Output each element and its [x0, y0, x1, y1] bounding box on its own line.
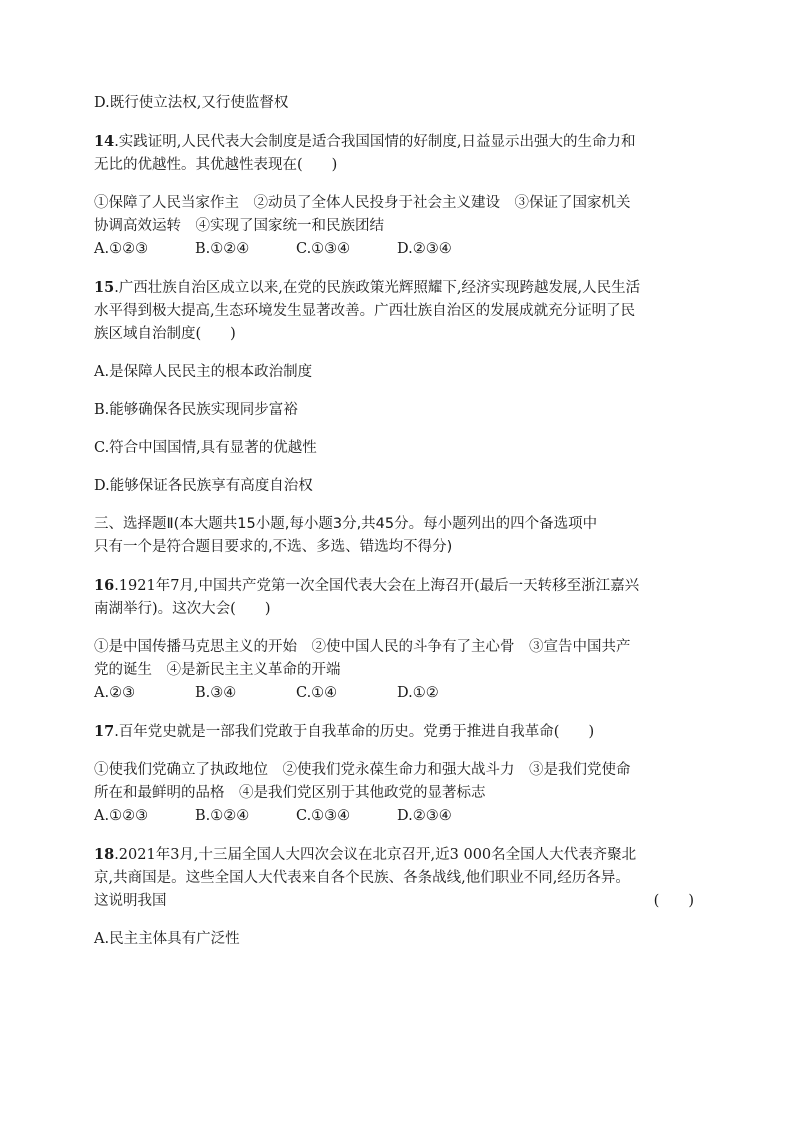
question-14 [94, 130, 700, 177]
q16-stem-line-1: .1921年7月,中国共产党第一次全国代表大会在上海召开(最后一天转移至浙江嘉兴 [114, 578, 640, 594]
q16-items [94, 636, 700, 682]
question-18 [94, 843, 700, 913]
q17-items-text [94, 759, 700, 805]
question-17 [94, 720, 700, 744]
q18-stem-line-2: 京,共商国是。这些全国人大代表来自各个民族、各条战线,他们职业不同,经历各异。 [94, 870, 630, 886]
q17-options [94, 805, 700, 828]
q16-option-b: B.③④ [195, 685, 237, 701]
q16-items-line-2: 党的诞生 ④是新民主主义革命的开端 [94, 662, 341, 678]
section-3-line-2: 只有一个是符合题目要求的,不选、多选、错选均不得分) [94, 539, 453, 555]
q15-stem-line-2: 水平得到极大提高,生态环境发生显著改善。广西壮族自治区的发展成就充分证明了民 [94, 303, 636, 319]
q17-option-b: B.①②④ [195, 808, 250, 824]
q18-stem-line-3: 这说明我国 [94, 893, 167, 909]
q15-option-d: D.能够保证各民族享有高度自治权 [94, 478, 313, 494]
q14-items-text [94, 192, 700, 238]
q17-stem [94, 720, 700, 744]
q14-option-c: C.①③④ [296, 241, 351, 257]
question-16 [94, 574, 700, 621]
q15-number: 15 [94, 279, 115, 296]
q13-option-d: D.既行使立法权,又行使监督权 [94, 95, 289, 111]
question-15 [94, 276, 700, 346]
q16-stem-line-2: 南湖举行)。这次大会( ) [94, 601, 271, 617]
q17-items-line-2: 所在和最鲜明的品格 ④是我们党区别于其他政党的显著标志 [94, 785, 486, 801]
q16-option-c: C.①④ [296, 685, 338, 701]
q17-number: 17 [94, 723, 115, 740]
q18-number: 18 [94, 846, 115, 863]
q15-stem-line-1: .广西壮族自治区成立以来,在党的民族政策光辉照耀下,经济实现跨越发展,人民生活 [114, 280, 641, 296]
q17-stem-line-1: .百年党史就是一部我们党敢于自我革命的历史。党勇于推进自我革命( ) [114, 724, 595, 740]
q17-option-c: C.①③④ [296, 808, 351, 824]
q16-stem [94, 574, 700, 621]
q14-stem-line-2: 无比的优越性。其优越性表现在( ) [94, 157, 338, 173]
q17-items-line-1: ①使我们党确立了执政地位 ②使我们党永葆生命力和强大战斗力 ③是我们党使命 [94, 762, 631, 778]
q18-stem [94, 843, 700, 913]
q18-option-a: A.民主主体具有广泛性 [94, 931, 240, 947]
q15-option-b: B.能够确保各民族实现同步富裕 [94, 402, 298, 418]
q15-option-a: A.是保障人民民主的根本政治制度 [94, 364, 313, 380]
q17-items [94, 759, 700, 805]
q14-stem [94, 130, 700, 177]
q14-option-a: A.①②③ [94, 241, 149, 257]
q16-option-a: A.②③ [94, 685, 136, 701]
q14-items-line-1: ①保障了人民当家作主 ②动员了全体人民投身于社会主义建设 ③保证了国家机关 [94, 195, 631, 211]
q17-option-a: A.①②③ [94, 808, 149, 824]
q18-answer-paren: ( ) [653, 893, 694, 909]
q15-stem [94, 276, 700, 346]
q16-number: 16 [94, 577, 115, 594]
q14-option-b: B.①②④ [195, 241, 250, 257]
q17-option-d: D.②③④ [397, 808, 452, 824]
q18-stem-line-1: .2021年3月,十三届全国人大四次会议在北京召开,近3 000名全国人大代表齐聚北 [114, 847, 637, 863]
q14-items-line-2: 协调高效运转 ④实现了国家统一和民族团结 [94, 218, 384, 234]
q14-number: 14 [94, 133, 115, 150]
q15-option-c: C.符合中国国情,具有显著的优越性 [94, 440, 317, 456]
section-3-header [94, 513, 700, 559]
q15-stem-line-3: 族区域自治制度( ) [94, 326, 236, 342]
q14-option-d: D.②③④ [397, 241, 452, 257]
q14-items [94, 192, 700, 238]
q14-stem-line-1: .实践证明,人民代表大会制度是适合我国国情的好制度,日益显示出强大的生命力和 [114, 134, 636, 150]
q14-options [94, 238, 700, 261]
q16-option-d: D.①② [397, 685, 439, 701]
section-3-line-1: 三、选择题Ⅱ(本大题共15小题,每小题3分,共45分。每小题列出的四个备选项中 [94, 516, 598, 532]
q16-options [94, 682, 700, 705]
q16-items-text [94, 636, 700, 682]
q16-items-line-1: ①是中国传播马克思主义的开始 ②使中国人民的斗争有了主心骨 ③宣告中国共产 [94, 639, 631, 655]
section-3-text [94, 513, 700, 559]
exam-page [94, 92, 700, 951]
